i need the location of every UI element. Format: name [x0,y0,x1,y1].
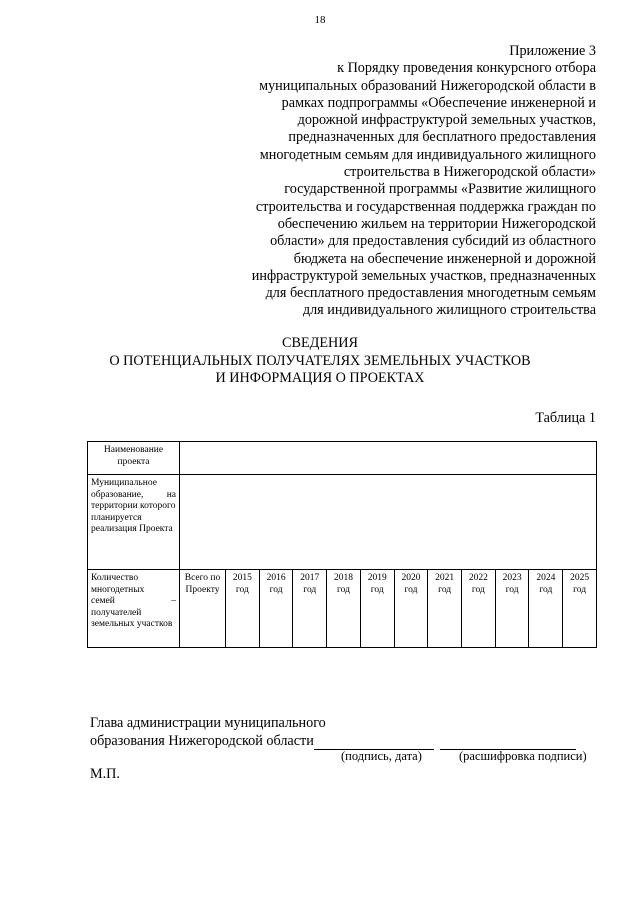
signature-block [90,715,610,750]
table-label: Таблица 1 [535,410,596,426]
year-cell: 2016 год [259,570,293,648]
appendix-block [206,43,596,320]
appendix-line: государственной программы «Развитие жилищного [284,181,596,198]
signature-decode-field[interactable] [440,735,576,750]
table-row [88,442,597,475]
table-row [88,475,597,570]
year-cell: 2017 год [293,570,327,648]
appendix-line: муниципальных образований Нижегородской области в [259,77,596,94]
signature-hints [341,749,621,764]
project-name-cell[interactable] [180,442,597,475]
year-cell: 2020 год [394,570,428,648]
heading-title: СВЕДЕНИЯ [282,335,358,351]
hint-decode: (расшифровка подписи) [459,749,587,763]
total-cell: Всего по Проекту [180,570,226,648]
signature-line2: образования Нижегородской области [90,732,314,749]
appendix-line: строительства в Нижегородской области» [343,164,596,181]
year-cell: 2015 год [226,570,260,648]
municipality-cell[interactable] [180,475,597,570]
year-cell: 2023 год [495,570,529,648]
heading-subtitle: И ИНФОРМАЦИЯ О ПРОЕКТАХ [215,370,425,386]
year-cell: 2024 год [529,570,563,648]
heading-subtitle: О ПОТЕНЦИАЛЬНЫХ ПОЛУЧАТЕЛЯХ ЗЕМЕЛЬНЫХ УЧАСТКОВ [109,352,531,369]
appendix-line: дорожной инфраструктурой земельных участков, [297,112,596,129]
year-cell: 2021 год [428,570,462,648]
hint-sign-date: (подпись, дата) [341,749,422,763]
appendix-line: обеспечению жильем на территории Нижегородской [277,215,596,232]
appendix-line: инфраструктурой земельных участков, предназначенных [251,267,596,284]
table-row [88,570,597,648]
appendix-line: бюджета на обеспечение инженерной и дорожной [293,250,596,267]
row-label-project-name: Наименование проекта [88,442,180,475]
signature-line1: Глава администрации муниципального [90,715,326,731]
year-cell: 2025 год [563,570,597,648]
document-heading [0,335,640,388]
year-cell: 2018 год [327,570,361,648]
appendix-line: к Порядку проведения конкурсного отбора [337,60,596,77]
year-cell: 2019 год [360,570,394,648]
row-label-families-count: Количество многодетных семей – получателей земельных участков [88,570,180,648]
stamp-place: М.П. [90,766,120,782]
appendix-line: области» для предоставления субсидий из областного [270,233,596,250]
appendix-line: для бесплатного предоставления многодетным семьям [265,285,596,302]
signature-field[interactable] [314,735,434,750]
appendix-line: рамках подпрограммы «Обеспечение инженерной и [281,94,596,111]
appendix-line: для индивидуального жилищного строительства [302,302,596,319]
row-label-municipality: Муниципальное образование, на территории которого планируется реализация Проекта [88,475,180,570]
appendix-line: строительства и государственная поддержка граждан по [255,198,596,215]
appendix-line: предназначенных для бесплатного предоставления [288,129,596,146]
year-cell: 2022 год [462,570,496,648]
projects-table [87,441,597,648]
appendix-line: Приложение 3 [509,43,596,59]
page-number: 18 [314,14,326,26]
appendix-line: многодетным семьям для индивидуального жилищного [259,146,596,163]
